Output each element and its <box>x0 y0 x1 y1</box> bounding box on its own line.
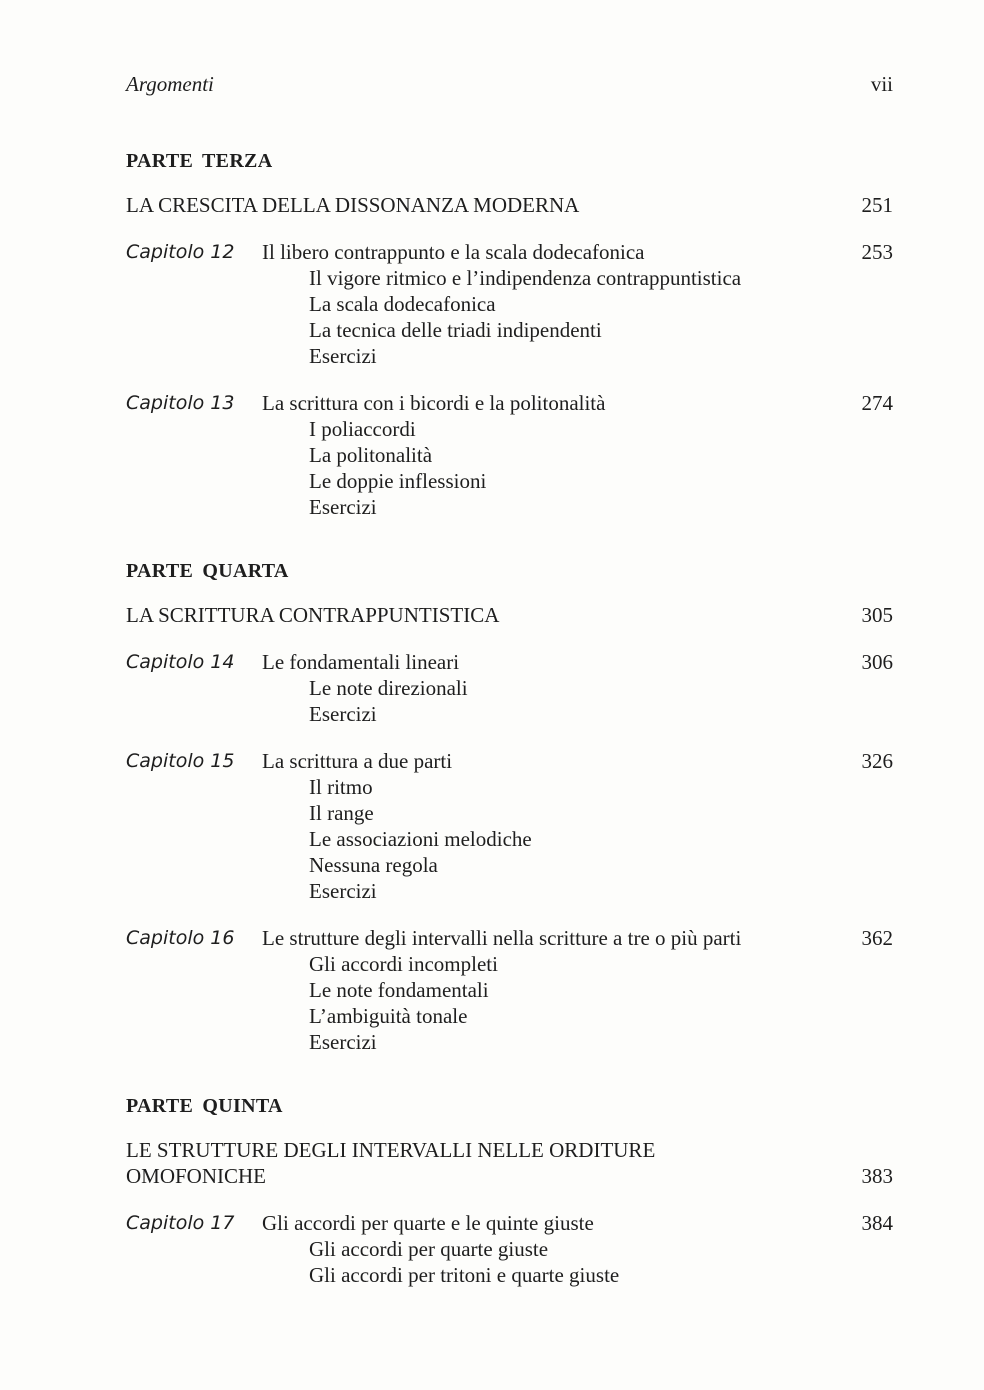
chapter-row <box>126 649 893 675</box>
chapter-label: Capitolo 14 <box>126 651 235 673</box>
chapter-title: Il libero contrappunto e la scala dodecafonica <box>262 240 645 264</box>
chapter-row <box>126 925 893 951</box>
chapter-page-number: 253 <box>861 240 893 264</box>
running-head <box>126 72 893 97</box>
subsection-list <box>126 265 893 369</box>
part-label: PARTE QUARTA <box>126 560 289 582</box>
subsection-item: Le note fondamentali <box>309 978 489 1002</box>
chapter-page-number: 274 <box>861 391 893 415</box>
subsection-item: Gli accordi per tritoni e quarte giuste <box>309 1263 620 1287</box>
subsection-item: Il vigore ritmico e l’indipendenza contrappuntistica <box>309 266 742 290</box>
subsection-item: Gli accordi per quarte giuste <box>309 1237 549 1261</box>
part-title: LA SCRITTURA CONTRAPPUNTISTICA <box>126 603 500 627</box>
chapter-row <box>126 1210 893 1236</box>
subsection-item: Esercizi <box>309 702 377 726</box>
running-title: Argomenti <box>126 72 214 96</box>
subsection-item: Esercizi <box>309 1030 377 1054</box>
part-title-row <box>126 1137 893 1189</box>
subsection-list <box>126 951 893 1055</box>
chapter-entry <box>126 748 893 904</box>
chapter-label: Capitolo 13 <box>126 392 235 414</box>
part-page-number: 383 <box>861 1164 893 1188</box>
chapter-page-number: 306 <box>861 650 893 674</box>
subsection-item: La politonalità <box>309 443 433 467</box>
part-section <box>126 148 893 520</box>
chapter-label: Capitolo 12 <box>126 241 235 263</box>
subsection-item: La tecnica delle triadi indipendenti <box>309 318 602 342</box>
subsection-item: Le associazioni melodiche <box>309 827 532 851</box>
subsection-item: I poliaccordi <box>309 417 416 441</box>
subsection-item: La scala dodecafonica <box>309 292 496 316</box>
subsection-item: Esercizi <box>309 344 377 368</box>
chapter-page-number: 362 <box>861 926 893 950</box>
part-section <box>126 558 893 1055</box>
subsection-item: Le doppie inflessioni <box>309 469 487 493</box>
chapter-entry <box>126 390 893 520</box>
chapter-entry <box>126 649 893 727</box>
chapter-label: Capitolo 15 <box>126 750 235 772</box>
chapter-label: Capitolo 17 <box>126 1212 235 1234</box>
part-title-row <box>126 192 893 218</box>
subsection-item: Gli accordi incompleti <box>309 952 498 976</box>
chapter-entry <box>126 239 893 369</box>
chapter-title: La scrittura con i bicordi e la politonalità <box>262 391 606 415</box>
page-number: vii <box>870 72 893 96</box>
chapter-page-number: 384 <box>861 1211 893 1235</box>
chapter-label: Capitolo 16 <box>126 927 235 949</box>
chapter-page-number: 326 <box>861 749 893 773</box>
subsection-item: Esercizi <box>309 879 377 903</box>
chapter-row <box>126 390 893 416</box>
part-title: LE STRUTTURE DEGLI INTERVALLI NELLE ORDITURE OMOFONICHE <box>126 1138 656 1188</box>
chapter-entry <box>126 925 893 1055</box>
subsection-item: Esercizi <box>309 495 377 519</box>
chapter-row <box>126 239 893 265</box>
table-of-contents <box>126 148 893 1288</box>
subsection-list <box>126 774 893 904</box>
chapter-entry <box>126 1210 893 1288</box>
part-title: LA CRESCITA DELLA DISSONANZA MODERNA <box>126 193 580 217</box>
part-section <box>126 1093 893 1288</box>
subsection-list <box>126 675 893 727</box>
subsection-item: Le note direzionali <box>309 676 468 700</box>
chapter-title: La scrittura a due parti <box>262 749 453 773</box>
subsection-list <box>126 416 893 520</box>
chapter-row <box>126 748 893 774</box>
subsection-list <box>126 1236 893 1288</box>
subsection-item: Il ritmo <box>309 775 373 799</box>
part-page-number: 305 <box>861 603 893 627</box>
subsection-item: Nessuna regola <box>309 853 438 877</box>
part-label: PARTE TERZA <box>126 150 273 172</box>
chapter-title: Gli accordi per quarte e le quinte giuste <box>262 1211 594 1235</box>
subsection-item: Il range <box>309 801 374 825</box>
subsection-item: L’ambiguità tonale <box>309 1004 468 1028</box>
chapter-title: Le fondamentali lineari <box>262 650 460 674</box>
part-title-row <box>126 602 893 628</box>
part-page-number: 251 <box>861 193 893 217</box>
part-label: PARTE QUINTA <box>126 1095 283 1117</box>
chapter-title: Le strutture degli intervalli nella scritture a tre o più parti <box>262 926 742 950</box>
